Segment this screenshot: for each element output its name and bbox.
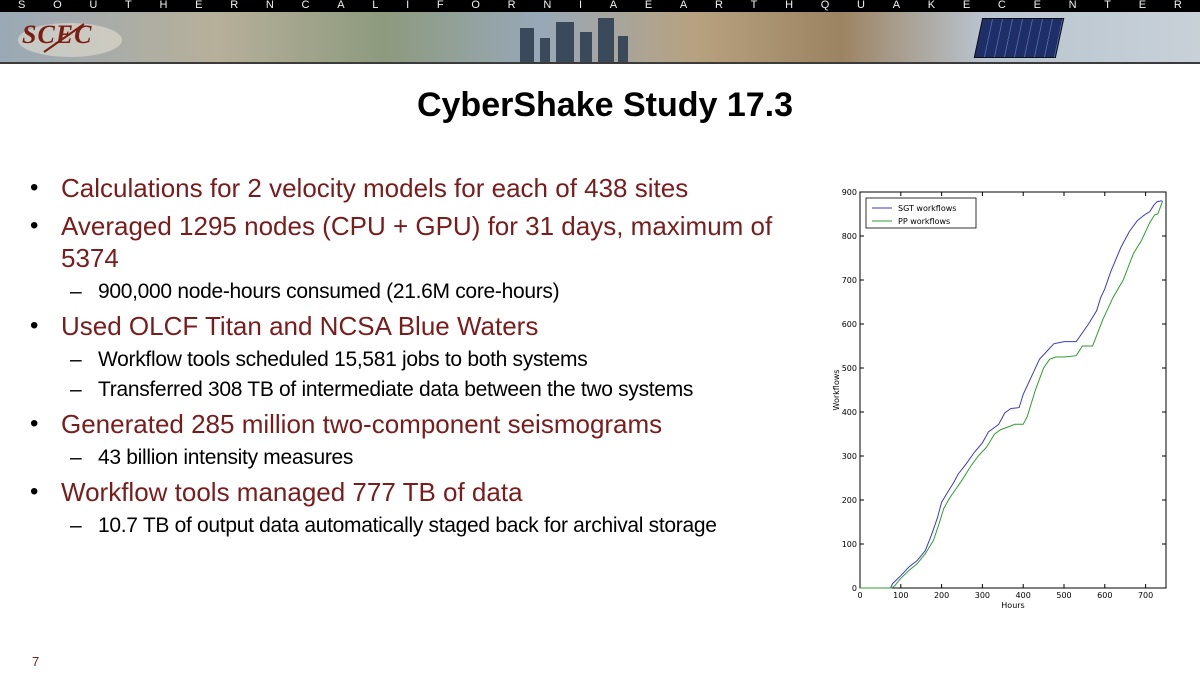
banner-letter: S	[18, 0, 26, 11]
banner-letter: F	[436, 0, 444, 11]
chart-plot-area	[832, 188, 1166, 610]
banner-letter: U	[89, 0, 98, 11]
banner-letter: H	[159, 0, 168, 11]
bullet-item	[30, 310, 820, 342]
x-tick-label: 0	[857, 591, 863, 600]
banner-letter: N	[265, 0, 274, 11]
banner-letter: E	[644, 0, 653, 11]
dash-icon: –	[70, 348, 82, 371]
banner-letter: T	[750, 0, 758, 11]
slide-number: 7	[32, 654, 40, 669]
banner-letter: E	[1033, 0, 1041, 11]
x-tick-label: 600	[1097, 591, 1113, 600]
y-tick-label: 200	[841, 496, 857, 505]
banner-letter: I	[406, 0, 410, 11]
bullet-item	[30, 408, 820, 440]
sub-bullet-text: 43 billion intensity measures	[98, 446, 354, 469]
banner-letter: L	[372, 0, 379, 11]
bullet-dot-icon: •	[30, 212, 39, 239]
legend-label: PP workflows	[898, 217, 951, 226]
y-tick-label: 500	[841, 364, 857, 373]
skyline-building	[520, 28, 534, 62]
y-tick-label: 900	[841, 188, 857, 197]
y-tick-label: 400	[841, 408, 857, 417]
bullet-text: Calculations for 2 velocity models for each of 438 sites	[61, 173, 689, 203]
bullet-item	[30, 210, 820, 274]
banner-letter: H	[785, 0, 794, 11]
bullet-dot-icon: •	[30, 410, 39, 437]
x-tick-label: 500	[1056, 591, 1072, 600]
x-tick-label: 700	[1137, 591, 1154, 600]
banner-letter: E	[962, 0, 971, 11]
banner-letter: N	[543, 0, 552, 11]
x-tick-label: 400	[1015, 591, 1031, 600]
slide-title: CyberShake Study 17.3	[416, 86, 794, 124]
y-tick-label: 600	[841, 320, 857, 329]
banner-letter: I	[578, 0, 583, 11]
sub-bullet-item	[30, 279, 820, 304]
solar-panel-image	[974, 18, 1065, 58]
sub-bullet-item	[30, 347, 820, 372]
dash-icon: –	[70, 280, 82, 303]
bullet-item	[30, 172, 820, 204]
x-tick-label: 200	[933, 591, 950, 600]
bullet-dot-icon: •	[30, 174, 39, 201]
skyline-building	[598, 18, 614, 62]
bullet-text: Generated 285 million two-component seismograms	[61, 409, 663, 439]
banner-letter: Q	[820, 0, 830, 11]
banner-letter: R	[1173, 0, 1182, 11]
x-tick-label: 100	[893, 591, 909, 600]
dash-icon: –	[70, 378, 82, 401]
banner-letter: O	[471, 0, 480, 11]
sub-bullet-text: 10.7 TB of output data automatically staged back for archival storage	[98, 514, 717, 537]
skyline-building	[556, 22, 574, 62]
sub-bullet-text: Workflow tools scheduled 15,581 jobs to both systems	[98, 348, 588, 371]
bullet-dot-icon: •	[30, 478, 39, 505]
workflows-chart	[826, 184, 1176, 614]
bullet-item	[30, 476, 820, 508]
bullet-text: Used OLCF Titan and NCSA Blue Waters	[61, 311, 539, 341]
skyline-building	[580, 32, 592, 62]
y-axis-label: Workflows	[832, 369, 841, 411]
sub-bullet-item	[30, 513, 820, 538]
y-tick-label: 0	[851, 584, 857, 593]
banner-letter: T	[1104, 0, 1112, 11]
banner-letter: R	[230, 0, 239, 11]
dash-icon: –	[70, 446, 82, 469]
scec-logo-text: SCEC	[22, 20, 93, 49]
bullet-dot-icon: •	[30, 312, 39, 339]
y-tick-label: 700	[841, 276, 857, 285]
bullet-text: Averaged 1295 nodes (CPU + GPU) for 31 days, maximum of 5374	[61, 211, 773, 273]
banner-letter: C	[997, 0, 1006, 11]
banner-letter: U	[857, 0, 865, 11]
banner-letter: E	[195, 0, 203, 11]
banner-letter: N	[1068, 0, 1077, 11]
bullet-text: Workflow tools managed 777 TB of data	[61, 477, 523, 507]
banner-letter: A	[892, 0, 901, 11]
dash-icon: –	[70, 514, 82, 537]
sub-bullet-text: 900,000 node-hours consumed (21.6M core-hours)	[98, 280, 560, 303]
banner-letter: A	[609, 0, 618, 11]
plot-frame	[860, 192, 1166, 588]
banner-letter: K	[927, 0, 936, 11]
banner-letter: A	[337, 0, 345, 11]
skyline-building	[618, 36, 628, 62]
bullet-list	[30, 166, 820, 538]
banner-letter: O	[53, 0, 62, 11]
sub-bullet-text: Transferred 308 TB of intermediate data between the two systems	[98, 378, 694, 401]
skyline-building	[540, 38, 550, 62]
banner-letter: C	[301, 0, 310, 11]
y-tick-label: 800	[841, 232, 857, 241]
banner-letter: R	[714, 0, 723, 11]
banner-divider	[0, 62, 1200, 64]
header-banner	[0, 0, 1200, 64]
x-axis-label: Hours	[1001, 601, 1025, 610]
sub-bullet-item	[30, 445, 820, 470]
legend-label: SGT workflows	[898, 204, 957, 213]
banner-letter: R	[507, 0, 516, 11]
y-tick-label: 100	[841, 540, 857, 549]
banner-letter: A	[679, 0, 688, 11]
banner-letter: T	[125, 0, 132, 11]
x-tick-label: 300	[974, 591, 991, 600]
banner-letter: E	[1138, 0, 1147, 11]
y-tick-label: 300	[841, 452, 857, 461]
sub-bullet-item	[30, 377, 820, 402]
banner-org-name	[0, 0, 1200, 11]
